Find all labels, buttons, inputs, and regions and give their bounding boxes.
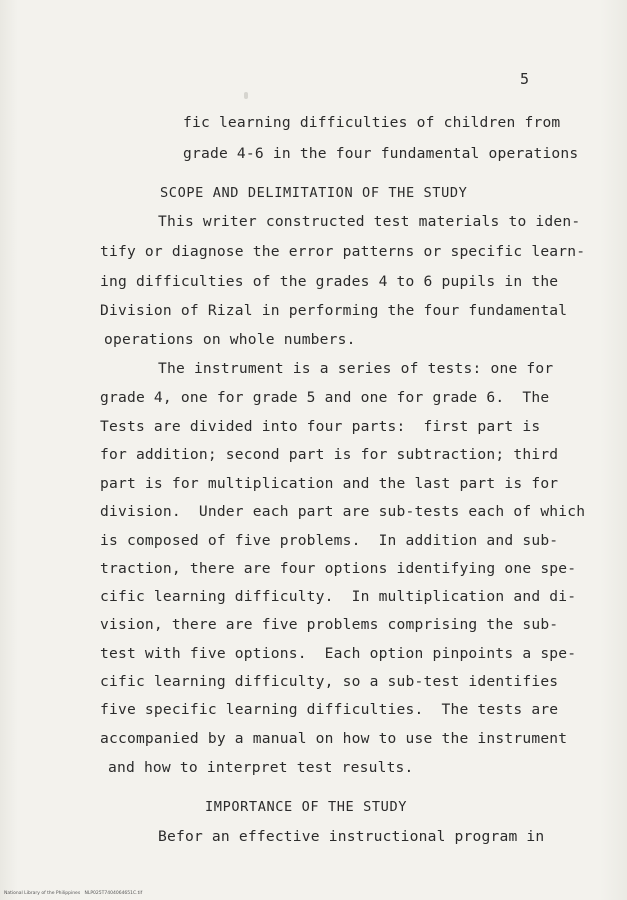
- text-line: Tests are divided into four parts: first part is: [100, 418, 541, 435]
- text-line: part is for multiplication and the last part is for: [100, 475, 559, 492]
- section-heading-importance: IMPORTANCE OF THE STUDY: [205, 799, 408, 815]
- text-line: tify or diagnose the error patterns or specific learn-: [100, 243, 586, 260]
- text-line: operations on whole numbers.: [104, 331, 356, 348]
- ink-mark: [244, 92, 248, 99]
- text-line: grade 4, one for grade 5 and one for grade 6. The: [100, 389, 550, 406]
- text-line: cific learning difficulty, so a sub-test identifies: [100, 673, 559, 690]
- section-heading-scope: SCOPE AND DELIMITATION OF THE STUDY: [160, 185, 468, 201]
- page-number: 5: [520, 70, 530, 88]
- text-line: Division of Rizal in performing the four fundamental: [100, 302, 568, 319]
- text-line: for addition; second part is for subtraction; third: [100, 446, 559, 463]
- text-line: Befor an effective instructional program in: [158, 828, 545, 845]
- text-line: cific learning difficulty. In multiplication and di-: [100, 588, 577, 605]
- text-line: five specific learning difficulties. The tests are: [100, 701, 559, 718]
- text-line: test with five options. Each option pinpoints a spe-: [100, 645, 577, 662]
- text-line: fic learning difficulties of children from: [183, 114, 561, 131]
- scan-footer: National Library of the Philippines NLP025T7404064651C.tif: [4, 891, 143, 896]
- text-line: and how to interpret test results.: [108, 759, 414, 776]
- text-line: vision, there are five problems comprising the sub-: [100, 616, 559, 633]
- text-line: ing difficulties of the grades 4 to 6 pupils in the: [100, 273, 559, 290]
- text-line: This writer constructed test materials to iden-: [158, 213, 581, 230]
- text-line: division. Under each part are sub-tests each of which: [100, 503, 586, 520]
- text-line: traction, there are four options identifying one spe-: [100, 560, 577, 577]
- text-line: The instrument is a series of tests: one for: [158, 360, 554, 377]
- text-line: grade 4-6 in the four fundamental operations: [183, 145, 579, 162]
- text-line: is composed of five problems. In addition and sub-: [100, 532, 559, 549]
- text-line: accompanied by a manual on how to use the instrument: [100, 730, 568, 747]
